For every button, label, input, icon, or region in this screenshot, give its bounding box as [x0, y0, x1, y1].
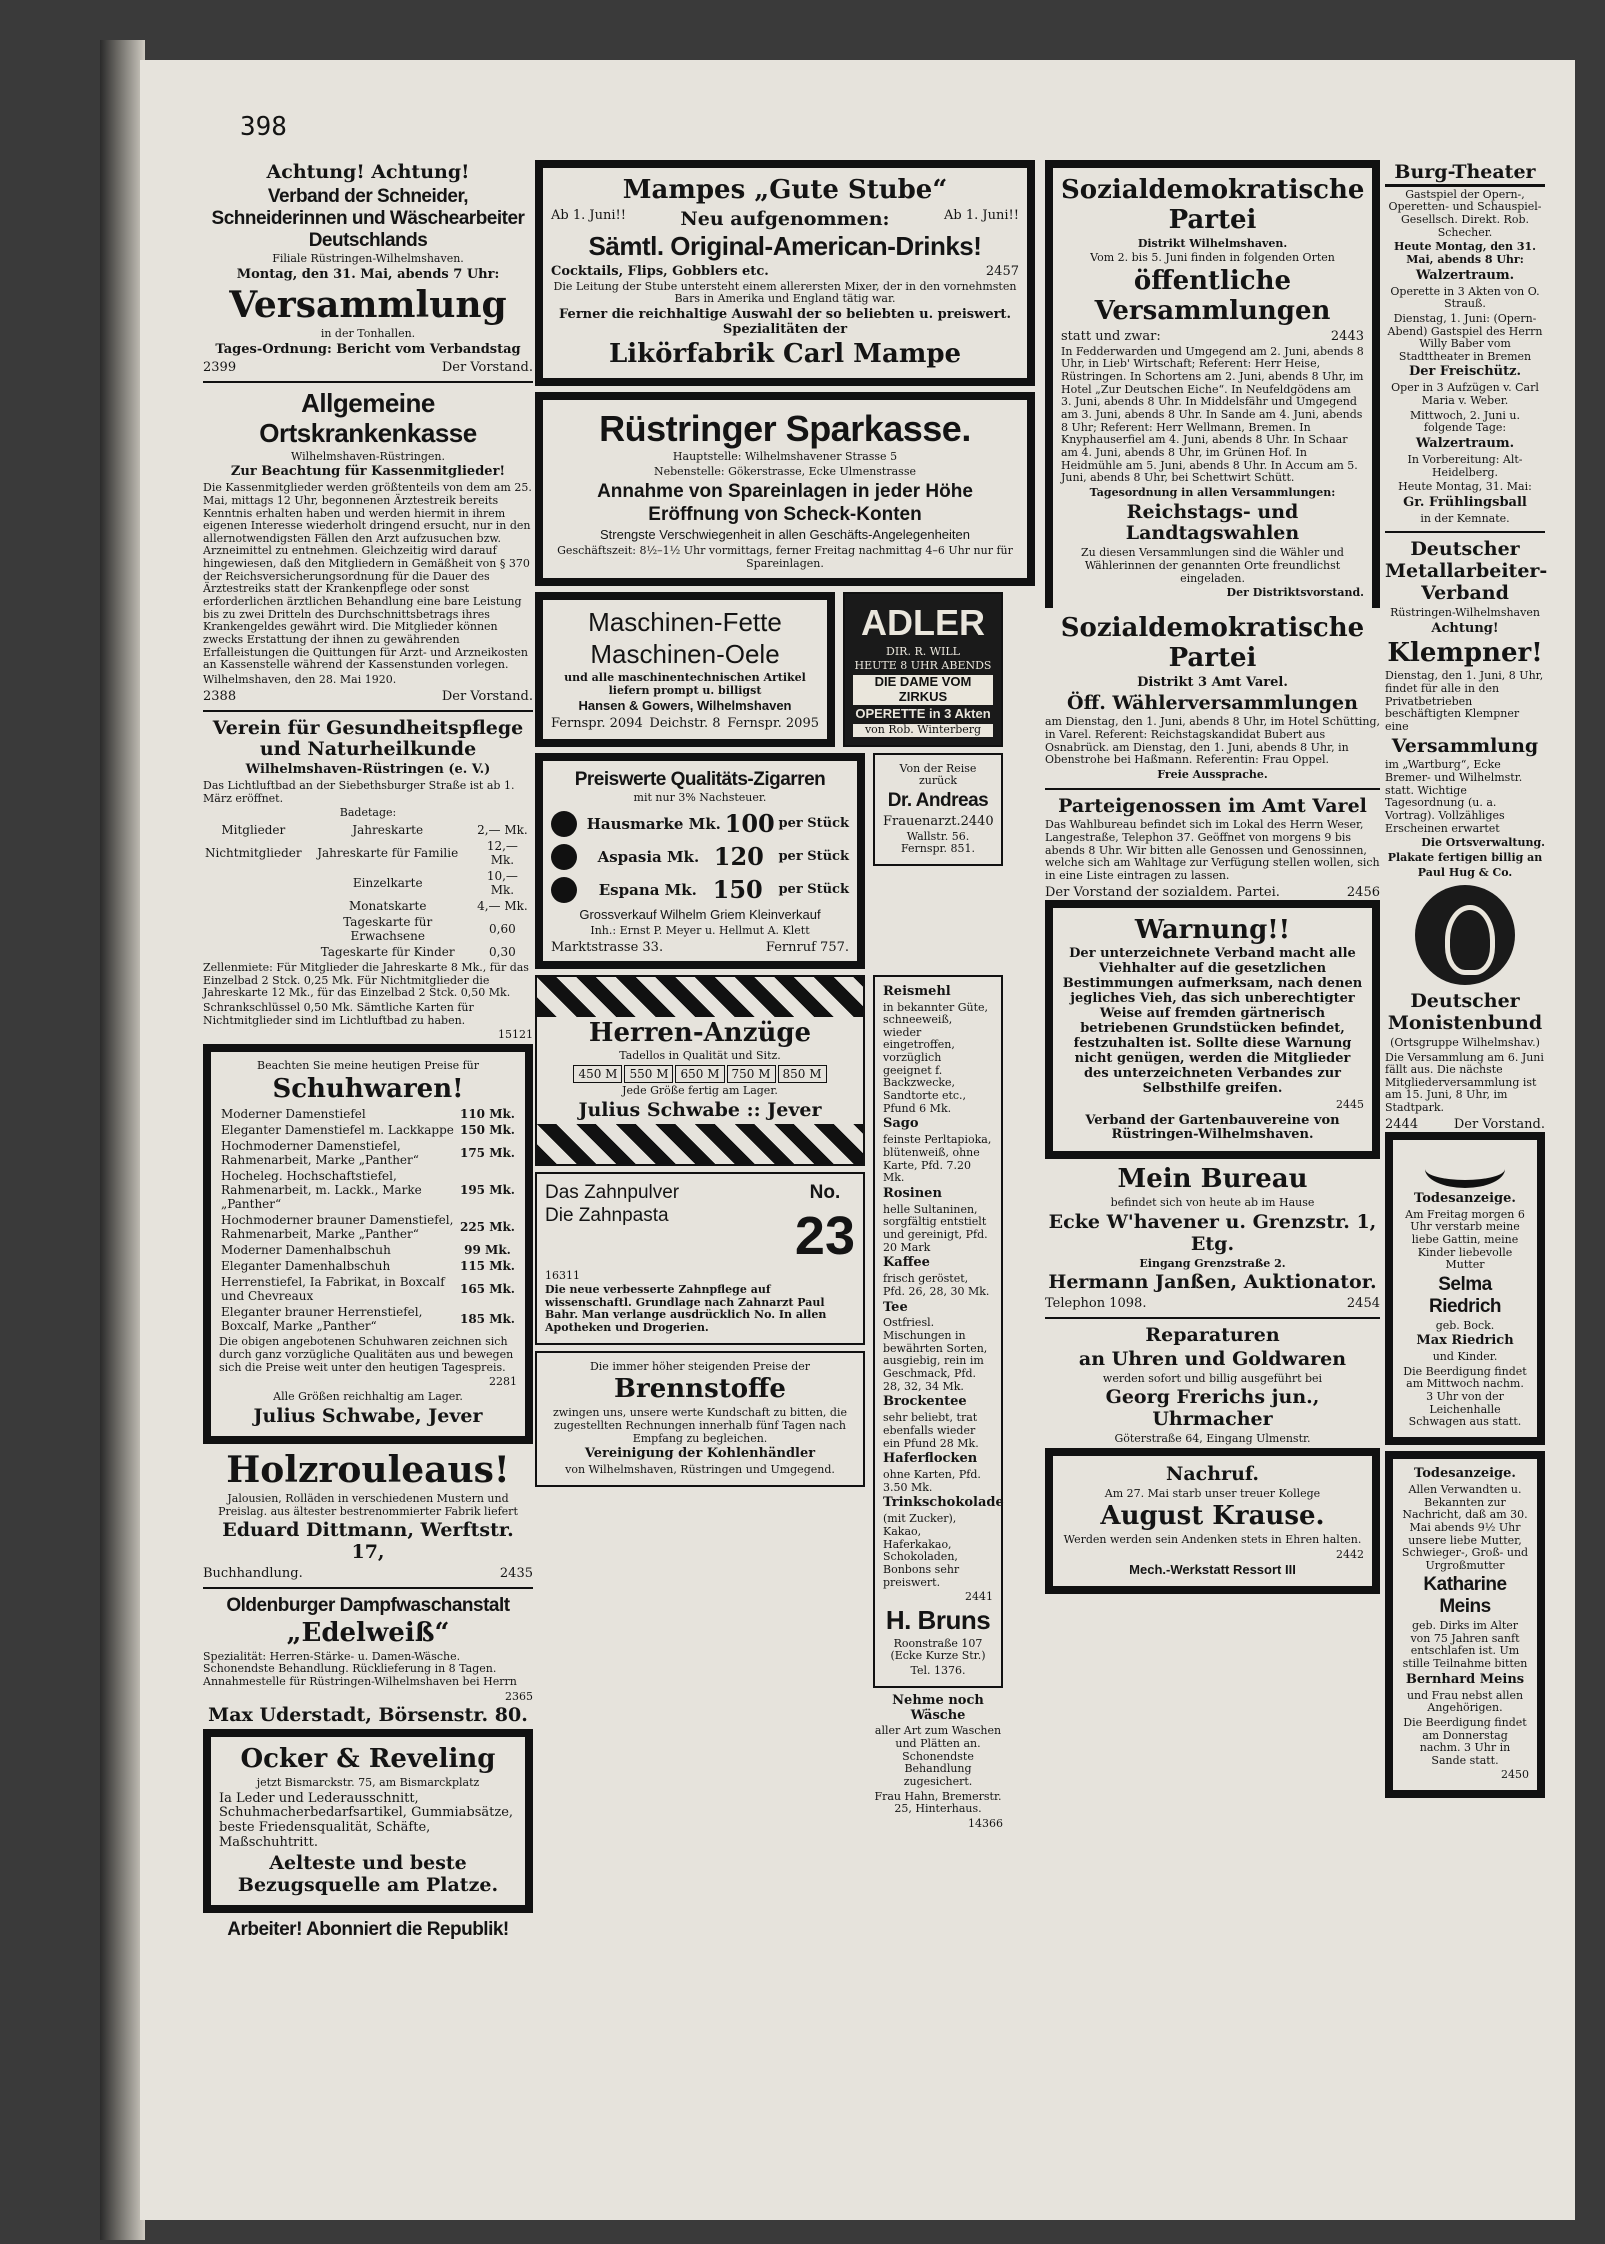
ad-zigarren: Preiswerte Qualitäts-Zigarren mit nur 3% Nachsteuer. Hausmarke Mk. 100 per Stück Aspasia Mk. 120 per Stück Espana Mk. 150 per Stück Grossverkauf Wilhelm Griem Kleinverkauf Inh.: Ernst P. Meyer u. Hellmut A. Klett Marktstrasse 33. Fernruf 757. [535, 753, 865, 969]
book-binding [100, 40, 145, 2240]
table-cell: Mitglieder [221, 823, 286, 838]
cigar-price: 120 [713, 842, 764, 872]
cigar-price: 100 [724, 809, 775, 839]
suit-price: 550 M [624, 1065, 673, 1083]
ad-schuhwaren: Beachten Sie meine heutigen Preise für Schuhwaren! Moderner Damenstiefel 110 Mk. Eleganter Damenstiefel m. Lackkappe 150 Mk. Hochmoderner Damenstiefel, Rahmenarbeit, Marke „Panther“ 175 Mk. Hocheleg. Hochschaftstiefel, Rahmenarbeit, m. Lackk., Marke „Panther“ 195 Mk. Hochmoderner brauner Damenstiefel, Rahmenarbeit, Marke „Panther“ 225 Mk. Moderner Damenhalbschuh 99 Mk. Eleganter Damenhalbschuh 115 Mk. Herrenstiefel, Ia Fabrikat, in Boxcalf und Chevreaux 165 Mk. Eleganter brauner Herrenstiefel, Boxcalf, Marke „Panther“ 185 Mk. Die obigen angebotenen Schuhwaren zeichnen sich durch ganz vorzügliche Qualitäten aus und bewegen sich die Preise weit unter den heutigen Tagespreis. 2281 Alle Größen reichhaltig am Lager. Julius Schwabe, Jever [203, 1044, 533, 1444]
ad-adler-theater: ADLER DIR. R. WILL HEUTE 8 UHR ABENDS DIE DAME VOM ZIRKUS OPERETTE in 3 Akten von Rob. Winterberg [843, 592, 1003, 746]
table-cell [203, 898, 304, 914]
grocery-name: Sago [883, 1116, 919, 1132]
cigar-name: Hausmarke Mk. [586, 814, 721, 833]
table-row [203, 944, 533, 960]
cigar-icon [551, 811, 577, 837]
grocery-name: Haferflocken [883, 1451, 978, 1467]
table-row [219, 1106, 517, 1122]
grocery-name: Rosinen [883, 1185, 942, 1201]
ad-ocker-reveling: Ocker & Reveling jetzt Bismarckstr. 75, am Bismarckplatz Ia Leder und Lederausschnitt, Schuhmacherbedarfsartikel, Gummiabsätze, beste Friedensqualität, Schäfte, Maßschuhtritt. Aelteste und beste Bezugsquelle am Platze. [203, 1729, 533, 1913]
ad-herren-anzuege: Herren-Anzüge Tadellos in Qualität und Sitz. 450 M 550 M 650 M 750 M 850 M Jede Größe fertig am Lager. Julius Schwabe :: Jever [535, 975, 865, 1166]
shoe-name: Moderner Damenstiefel [221, 1107, 366, 1122]
ad-spd-varel: Sozialdemokratische Partei Distrikt 3 Amt Varel. Öff. Wählerversammlungen am Dienstag, den 1. Juni, abends 8 Uhr, im Hotel Schütting, in Varel. Referent: Reichstagskandidat Bubert aus Osnabrück. am Dienstag, den 1. Juni, abends 8 Uhr, in Obenstrohe bei Haßmann. Referentin: Frau Oppel. Freie Aussprache. [1045, 612, 1381, 781]
ad-schneider-verband: Achtung! Achtung! Verband der Schneider, Schneiderinnen und Wäschearbeiter Deutschlands Filiale Rüstringen-Wilhelmshaven. Montag, den 31. Mai, abends 7 Uhr: Versammlung in der Tonhallen. Tages-Ordnung: Bericht vom Verbandstag 2399 Der Vorstand. [203, 161, 533, 375]
shoe-name: Eleganter Damenstiefel m. Lackkappe [221, 1123, 454, 1138]
table-cell: 0,60 [489, 922, 516, 937]
table-row [219, 1304, 517, 1334]
list-item [551, 842, 849, 871]
table-cell: Monatskarte [348, 899, 427, 914]
table-cell: Jahreskarte [352, 823, 424, 838]
cigar-icon [551, 877, 577, 903]
shoe-name: Eleganter brauner Herrenstiefel, Boxcalf, Marke „Panther“ [221, 1305, 423, 1334]
ad-mein-bureau: Mein Bureau befindet sich von heute ab im Hause Ecke W'havener u. Grenzstr. 1, Etg. Eingang Grenzstraße 2. Hermann Janßen, Auktionator. Telephon 1098. 2454 [1045, 1164, 1380, 1312]
table-row [219, 1258, 517, 1274]
shoe-name: Herrenstiefel, Ia Fabrikat, in Boxcalf und Chevreaux [221, 1275, 445, 1304]
cigar-icon [551, 844, 577, 870]
shoe-price: 150 Mk. [459, 1123, 515, 1138]
table-cell: Tageskarte für Erwachsene [343, 915, 433, 944]
shoe-name: Hocheleg. Hochschaftstiefel, Rahmenarbeit, m. Lackk., Marke „Panther“ [221, 1169, 422, 1212]
table-row [203, 822, 533, 838]
shoe-name: Moderner Damenhalbschuh [221, 1243, 391, 1258]
list-item [551, 875, 849, 904]
grocery-desc: ohne Karten, Pfd. 3.50 Mk. [883, 1468, 981, 1494]
cigar-unit: per Stück [778, 882, 849, 898]
grocery-list [883, 983, 1004, 1590]
column-2 [535, 160, 1035, 1833]
table-cell [203, 914, 304, 944]
suit-price: 650 M [675, 1065, 724, 1083]
table-row [203, 838, 533, 868]
table-cell [203, 868, 304, 898]
shoe-price: 195 Mk. [459, 1183, 515, 1198]
table-cell: Nichtmitglieder [205, 846, 302, 861]
ad-edelweiss: Oldenburger Dampfwaschanstalt „Edelweiß“ Spezialität: Herren-Stärke- u. Damen-Wäsche. Schonendste Behandlung. Rücklieferung in 8 Tagen. Annahmestelle für Rüstringen-Wilhelmshaven bei Herrn 2365 Max Uderstadt, Börsenstr. 80. [203, 1594, 533, 1727]
shoe-price: 115 Mk. [459, 1259, 515, 1274]
table-cell: Einzelkarte [352, 876, 423, 891]
shoe-price-table [219, 1106, 517, 1334]
table-cell [203, 944, 304, 960]
suit-price-row [537, 1065, 863, 1083]
ad-parteigenossen-varel: Parteigenossen im Amt Varel Das Wahlbureau befindet sich im Lokal des Herrn Weser, Langestraße, Telephon 37. Geöffnet von morgens 9 bis abends 8 Uhr. Wir bitten alle Genossen und Genossinnen, welche sich am Wahltage zur Verfügung stellen wollen, sich in eine Liste eintragen zu lassen. Der Vorstand der sozialdem. Partei. 2456 [1045, 794, 1380, 900]
ad-zahnpulver: Das Zahnpulver Die Zahnpasta No. 23 16311 Die neue verbesserte Zahnpflege auf wissenschaftl. Grundlage nach Zahnarzt Paul Bahr. Man verlange ausdrücklich No. In allen Apotheken und Drogerien. [535, 1172, 865, 1345]
grocery-desc: Ostfriesl. Mischungen in bewährten Sorten, ausgiebig, rein im Geschmack, Pfd. 28, 32, 34 Mk. [883, 1316, 988, 1393]
table-cell: Tageskarte für Kinder [320, 945, 455, 960]
table-row [219, 1122, 517, 1138]
shoe-price: 185 Mk. [459, 1312, 515, 1327]
table-row [203, 914, 533, 944]
ad-warnung: Warnung!! Der unterzeichnete Verband macht alle Viehhalter auf die gesetzlichen Bestimmungen aufmerksam, nach denen jegliches Vieh, das sich unberechtigter Weise auf fremden gärtnerisch betriebenen Grundstücken befindet, festzuhalten ist. Sollte diese Warnung nicht genügen, werden die Mitglieder des unterzeichneten Verbandes zur Selbsthilfe greifen. 2445 Verband der Gartenbauvereine von Rüstringen-Wilhelmshaven. [1045, 900, 1380, 1160]
ad-monistenbund: Deutscher Monistenbund (Ortsgruppe Wilhelmshav.) Die Versammlung am 6. Juni fällt aus. Die nächste Mitgliederversammlung ist am 15. Juni, 8 Uhr, im Stadtpark. 2444 Der Vorstand. [1385, 885, 1545, 1132]
ad-burg-theater: Burg-Theater Gastspiel der Opern-, Operetten- und Schauspiel-Gesellsch. Direkt. Rob. Schecher. Heute Montag, den 31. Mai, abends 8 Uhr: Walzertraum. Operette in 3 Akten von O. Strauß. Dienstag, 1. Juni: (Opern-Abend) Gastspiel des Herrn Willy Baber vom Stadttheater in Bremen Der Freischütz. Oper in 3 Aufzügen v. Carl Maria v. Weber. Mittwoch, 2. Juni u. folgende Tage: Walzertraum. In Vorbereitung: Alt-Heidelberg. Heute Montag, 31. Mai: Gr. Frühlingsball in der Kemnate. [1385, 162, 1545, 525]
shoe-price: 110 Mk. [459, 1107, 515, 1122]
ad-holzrouleaus: Holzrouleaus! Jalousien, Rolläden in verschiedenen Mustern und Preislag. aus ältester bestrenommierter Fabrik liefert Eduard Dittmann, Werftstr. 17, Buchhandlung. 2435 [203, 1448, 533, 1581]
grocery-name: Reismehl [883, 983, 951, 999]
page-number: 398 [240, 112, 287, 142]
table-row [219, 1212, 517, 1242]
cigar-name: Espana Mk. [598, 880, 697, 899]
table-cell: 12,— Mk. [486, 839, 518, 868]
cigar-price: 150 [712, 875, 763, 905]
shoe-name: Eleganter Damenhalbschuh [221, 1259, 391, 1274]
grocery-desc: in bekannter Güte, schneeweiß, wieder eingetroffen, vorzüglich geeignet f. Backzwecke, Sandtorte etc., Pfund 6 Mk. [883, 1000, 989, 1115]
ad-dr-andreas: Von der Reise zurück Dr. Andreas Frauenarzt. 2440 Wallstr. 56. Fernspr. 851. [873, 753, 1003, 975]
shoe-name: Hochmoderner Damenstiefel, Rahmenarbeit, Marke „Panther“ [221, 1139, 419, 1168]
suit-price: 450 M [573, 1065, 622, 1083]
column-1 [203, 160, 533, 1943]
shoe-price: 165 Mk. [459, 1282, 515, 1297]
grocery-name: Kaffee [883, 1255, 930, 1271]
zigzag-border [537, 977, 863, 1017]
ad-hansen-gowers: Maschinen-Fette Maschinen-Oele und alle maschinentechnischen Artikel liefern prompt u. billigst Hansen & Gowers, Wilhelmshaven Fernspr. 2094 Deichstr. 8 Fernspr. 2095 [535, 592, 835, 746]
ad-sparkasse: Rüstringer Sparkasse. Hauptstelle: Wilhelmshavener Strasse 5 Nebenstelle: Gökerstrasse, Ecke Ulmenstrasse Annahme von Spareinlagen in jeder Höhe Eröffnung von Scheck-Konten Strengste Verschwiegenheit in allen Geschäfts-Angelegenheiten Geschäftszeit: 8½–1½ Uhr vormittags, ferner Freitag nachmittag 4–6 Uhr nur für Spareinlagen. [535, 392, 1035, 587]
ad-brennstoffe: Die immer höher steigenden Preise der Brennstoffe zwingen uns, unsere werte Kundschaft zu bitten, die zugestellten Rechnungen innerhalb fünf Tagen nach Empfang zu begleichen. Vereinigung der Kohlenhändler von Wilhelmshaven, Rüstringen und Umgegend. [535, 1351, 865, 1487]
cigar-name: Aspasia Mk. [597, 847, 700, 866]
table-cell: 10,— Mk. [486, 869, 518, 898]
grocery-desc: frisch geröstet, Pfd. 26, 28, 30 Mk. [883, 1272, 990, 1298]
ad-ortskrankenkasse: Allgemeine Ortskrankenkasse Wilhelmshaven-Rüstringen. Zur Beachtung für Kassenmitglieder! Die Kassenmitglieder werden größtenteils von dem am 25. Mai, mittags 12 Uhr, begonnenen Ärztestreik bereits Kenntnis erhalten haben und werden hiermit in ihrem eigenen Interesse wiederholt dringend ersucht, nur in den allernotwendigsten Fällen den Arzt aufzusuchen bzw. Arzneimittel zu entnehmen. Gleichzeitig wird darauf hingewiesen, daß den Mitgliedern in Gemäßheit von § 370 der Reichsversicherungsordnung für die Dauer des Ärztestreiks statt der Krankenpflege oder sonst erforderlichen ärztlichen Behandlung eine bare Leistung bis zu zwei Dritteln des Durchschnittsbetrags ihres Krankengeldes gewährt wird. Die Mitglieder können zwecks Erstattung der ihnen zu gewährenden Erfalleistungen die Quittungen für Arzt- und Arzneikosten an Kassenstelle während der Kassenstunden vorlegen. Wilhelmshaven, den 28. Mai 1920. 2388 Der Vorstand. [203, 387, 533, 704]
ad-waesche: Nehme noch Wäsche aller Art zum Waschen und Plätten an. Schonendste Behandlung zugesichert. Frau Hahn, Bremerstr. 25, Hinterhaus. 14366 [874, 1692, 1003, 1830]
ad-reparaturen: Reparaturen an Uhren und Goldwaren werden sofort und billig ausgeführt bei Georg Frerichs jun., Uhrmacher Göterstraße 64, Eingang Ulmenstr. [1078, 1324, 1347, 1446]
table-row [219, 1242, 517, 1258]
table-row [219, 1138, 517, 1168]
grocery-desc: feinste Perltapioka, blütenweiß, ohne Karte, Pfd. 7.20 Mk. [883, 1133, 992, 1185]
table-row [219, 1168, 517, 1212]
ad-h-bruns: Reismehl in bekannter Güte, schneeweiß, wieder eingetroffen, vorzüglich geeignet f. Backzwecke, Sandtorte etc., Pfund 6 Mk. Sago feinste Perltapioka, blütenweiß, ohne Karte, Pfd. 7.20 Mk. Rosinen helle Sultaninen, sorgfältig entstielt und gereinigt, Pfd. 20 Mark Kaffee frisch geröstet, Pfd. 26, 28, 30 Mk. Tee Ostfriesl. Mischungen in bewährten Sorten, ausgiebig, rein im Geschmack, Pfd. 28, 32, 34 Mk. Brockentee sehr beliebt, trat ebenfalls wieder ein Pfund 28 Mk. Haferflocken ohne Karten, Pfd. 3.50 Mk. Trinkschokolade (mit Zucker), Kakao, Haferkakao, Schokoladen, Bonbons sehr preiswert. 2441 H. Bruns Roonstraße 107 (Ecke Kurze Str.) Tel. 1376. [873, 975, 1003, 1688]
suit-price: 850 M [778, 1065, 827, 1083]
shoe-price: 225 Mk. [459, 1220, 515, 1235]
table-row [219, 1274, 517, 1304]
ad-spd-wilhelmshaven: Sozialdemokratische Partei Distrikt Wilhelmshaven. Vom 2. bis 5. Juni finden in folgenden Orten öffentliche Versammlungen statt und zwar: 2443 In Fedderwarden und Umgegend am 2. Juni, abends 8 Uhr, in Lieb' Wirtschaft; Referent: Herr Heise, Rüstringen. In Schortens am 2. Juni, abends 8 Uhr, im Hotel „Zur Deutschen Eiche“. In Neufeldgödens am 3. Juni, abends 8 Uhr. In Middelsfähr und Umgegend am 3. Juni, abends 8 Uhr. In Sande am 4. Juni, abends 8 Uhr; Referent: Herr Wellmann, Bremen. In Knyphauserfiel am 4. Juni, abends 8 Uhr. In Schaar am 4. Juni, abends 8 Uhr, im Grünen Hof. In Heidmühle am 5. Juni, abends 8 Uhr. In Accum am 5. Juni, abends 8 Uhr, bei Schettwirt Schütt. Tagesordnung in allen Versammlungen: Reichstags- und Landtagswahlen Zu diesen Versammlungen sind die Wähler und Wählerinnen der genannten Orte freundlichst eingeladen. Der Distriktsvorstand. [1045, 160, 1380, 608]
cigar-unit: per Stück [778, 849, 849, 865]
ad-todesanzeige-meins: Todesanzeige. Allen Verwandten u. Bekannten zur Nachricht, daß am 30. Mai abends 9½ Uhr unsere liebe Mutter, Schwieger-, Groß- und Urgroßmutter Katharine Meins geb. Dirks im Alter von 75 Jahren sanft entschlafen ist. Um stille Teilnahme bitten Bernhard Meins und Frau nebst allen Angehörigen. Die Beerdigung findet am Donnerstag nachm. 3 Uhr in Sande statt. 2450 [1385, 1451, 1545, 1798]
grocery-name: Brockentee [883, 1394, 967, 1410]
table-cell: 0,30 [489, 945, 516, 960]
republik-slogan: Arbeiter! Abonniert die Republik! [227, 1918, 509, 1940]
ad-mampe: Mampes „Gute Stube“ Ab 1. Juni!! Neu aufgenommen: Ab 1. Juni!! Sämtl. Original-American-Drinks! Cocktails, Flips, Gobblers etc. 2457 Die Leitung der Stube untersteht einem allerersten Mixer, der in den vornehmsten Bars in Amerika und England tätig war. Ferner die reichhaltige Auswahl der so beliebten u. preiswert. Spezialitäten der Likörfabrik Carl Mampe [535, 160, 1035, 386]
list-item [551, 809, 849, 838]
tariff-table [203, 822, 533, 960]
grocery-name: Tee [883, 1299, 908, 1315]
shoe-price: 175 Mk. [459, 1146, 515, 1161]
shoe-name: Hochmoderner brauner Damenstiefel, Rahmenarbeit, Marke „Panther“ [221, 1213, 454, 1242]
table-row [203, 868, 533, 898]
ad-metallarbeiter: Deutscher Metallarbeiter-Verband Rüstringen-Wilhelmshaven Achtung! Klempner! Dienstag, den 1. Juni, 8 Uhr, findet für alle in den Privatbetrieben beschäftigten Klempner eine Versammlung im „Wartburg“, Ecke Bremer- und Wilhelmstr. statt. Wichtige Tagesordnung (u. a. Vortrag). Vollzähliges Erscheinen erwartet Die Ortsverwaltung. Plakate fertigen billig an Paul Hug & Co. [1385, 538, 1548, 879]
ad-gesundheitspflege: Verein für Gesundheitspflege und Naturheilkunde Wilhelmshaven-Rüstringen (e. V.) Das Lichtluftbad an der Siebethsburger Straße ist ab 1. März eröffnet. Badetage: Mitglieder Jahreskarte 2,— Mk. Nichtmitglieder Jahreskarte für Familie 12,— Mk. Einzelkarte 10,— Mk. Monatskarte 4,— Mk. Tageskarte für Erwachsene 0,60 Tageskarte für Kinder 0,30 Zellenmiete: Für Mitglieder die Jahreskarte 8 Mk., für das Einzelbad 2 Stck. 0,25 Mk. Für Nichtmitglieder die Jahreskarte 12 Mk., für das Einzelbad 2 Stck. 0,50 Mk. Schrankschlüssel 0,50 Mk. Sämtliche Karten für Nichtmitglieder sind im Lichtluftbad zu haben. 15121 [203, 716, 533, 1042]
flame-emblem-icon [1415, 885, 1515, 985]
grocery-name: Trinkschokolade [883, 1495, 1004, 1511]
zigzag-border [537, 1124, 863, 1164]
cigar-unit: per Stück [778, 816, 849, 832]
column-4 [1385, 160, 1548, 1804]
grocery-desc: sehr beliebt, trat ebenfalls wieder ein Pfund 28 Mk. [883, 1411, 979, 1450]
ad-nachruf: Nachruf. Am 27. Mai starb unser treuer Kollege August Krause. Werden werden sein Andenken stets in Ehren halten. 2442 Mech.-Werkstatt Ressort III [1045, 1448, 1380, 1595]
suit-price: 750 M [727, 1065, 776, 1083]
grocery-desc: (mit Zucker), Kakao, Haferkakao, Schokoladen, Bonbons sehr preiswert. [883, 1512, 960, 1589]
column-3 [1045, 160, 1380, 1600]
table-cell: Jahreskarte für Familie [317, 846, 459, 861]
table-cell: 4,— Mk. [477, 899, 528, 914]
grocery-desc: helle Sultaninen, sorgfältig entstielt und gereinigt, Pfd. 20 Mark [883, 1202, 988, 1254]
wreath-icon [1425, 1150, 1505, 1188]
table-cell: 2,— Mk. [477, 823, 528, 838]
cigar-price-list [551, 809, 849, 904]
table-row [203, 898, 533, 914]
ad-todesanzeige-riedrich: Todesanzeige. Am Freitag morgen 6 Uhr verstarb meine liebe Gattin, meine Kinder liebevolle Mutter Selma Riedrich geb. Bock. Max Riedrich und Kinder. Die Beerdigung findet am Mittwoch nachm. 3 Uhr von der Leichenhalle Schwagen aus statt. [1385, 1132, 1545, 1445]
shoe-price: 99 Mk. [464, 1243, 511, 1258]
